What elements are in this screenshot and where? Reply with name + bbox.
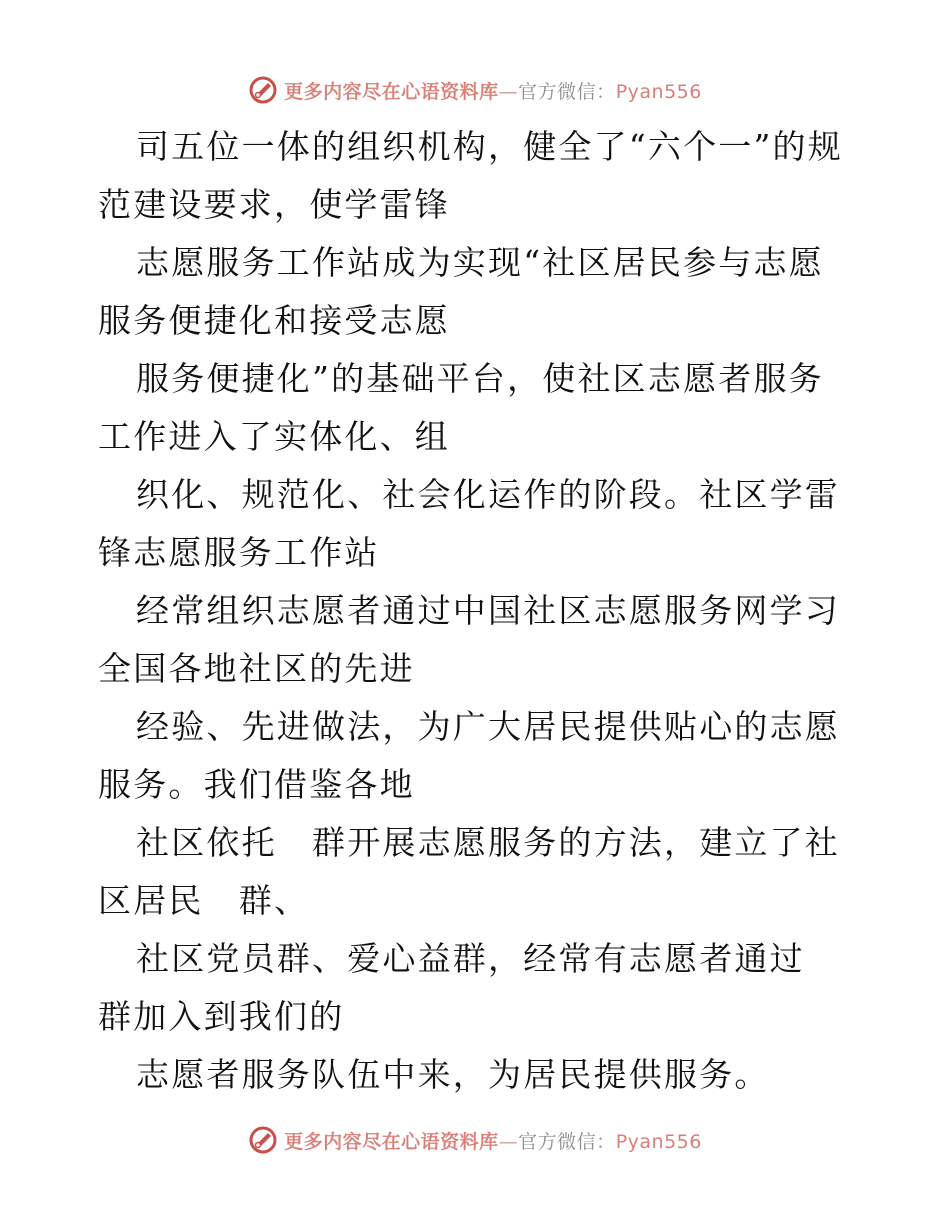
footer-text	[284, 1127, 702, 1154]
document-body	[98, 118, 858, 1104]
paragraph: 司五位一体的组织机构，健全了“六个一”的规范建设要求，使学雷锋	[98, 127, 843, 224]
header-official-label: 官方微信：	[518, 80, 616, 103]
footer-account: Pyan556	[615, 1130, 702, 1153]
paragraph: 志愿者服务队伍中来，为居民提供服务。	[136, 1055, 770, 1094]
logo-icon	[248, 75, 278, 105]
header-text	[284, 77, 702, 104]
footer-banner	[0, 1120, 950, 1160]
paragraph: 织化、规范化、社会化运作的阶段。社区学雷锋志愿服务工作站	[98, 475, 840, 572]
footer-site-text: 更多内容尽在心语资料库	[284, 1130, 499, 1153]
header-site-text: 更多内容尽在心语资料库	[284, 80, 499, 103]
paragraph: 社区依托 群开展志愿服务的方法，建立了社区居民 群、	[98, 823, 840, 920]
header-separator: —	[498, 80, 519, 103]
footer-separator: —	[498, 1130, 519, 1153]
header-banner	[0, 70, 950, 110]
paragraph: 经常组织志愿者通过中国社区志愿服务网学习全国各地社区的先进	[98, 591, 840, 688]
paragraph: 社区党员群、爱心益群，经常有志愿者通过 群加入到我们的	[98, 939, 841, 1036]
footer-official-label: 官方微信：	[518, 1130, 616, 1153]
logo-icon	[248, 1125, 278, 1155]
header-account: Pyan556	[615, 80, 702, 103]
paragraph: 服务便捷化”的基础平台，使社区志愿者服务工作进入了实体化、组	[98, 359, 824, 456]
paragraph: 经验、先进做法，为广大居民提供贴心的志愿服务。我们借鉴各地	[98, 707, 840, 804]
paragraph: 志愿服务工作站成为实现“社区居民参与志愿服务便捷化和接受志愿	[98, 243, 824, 340]
